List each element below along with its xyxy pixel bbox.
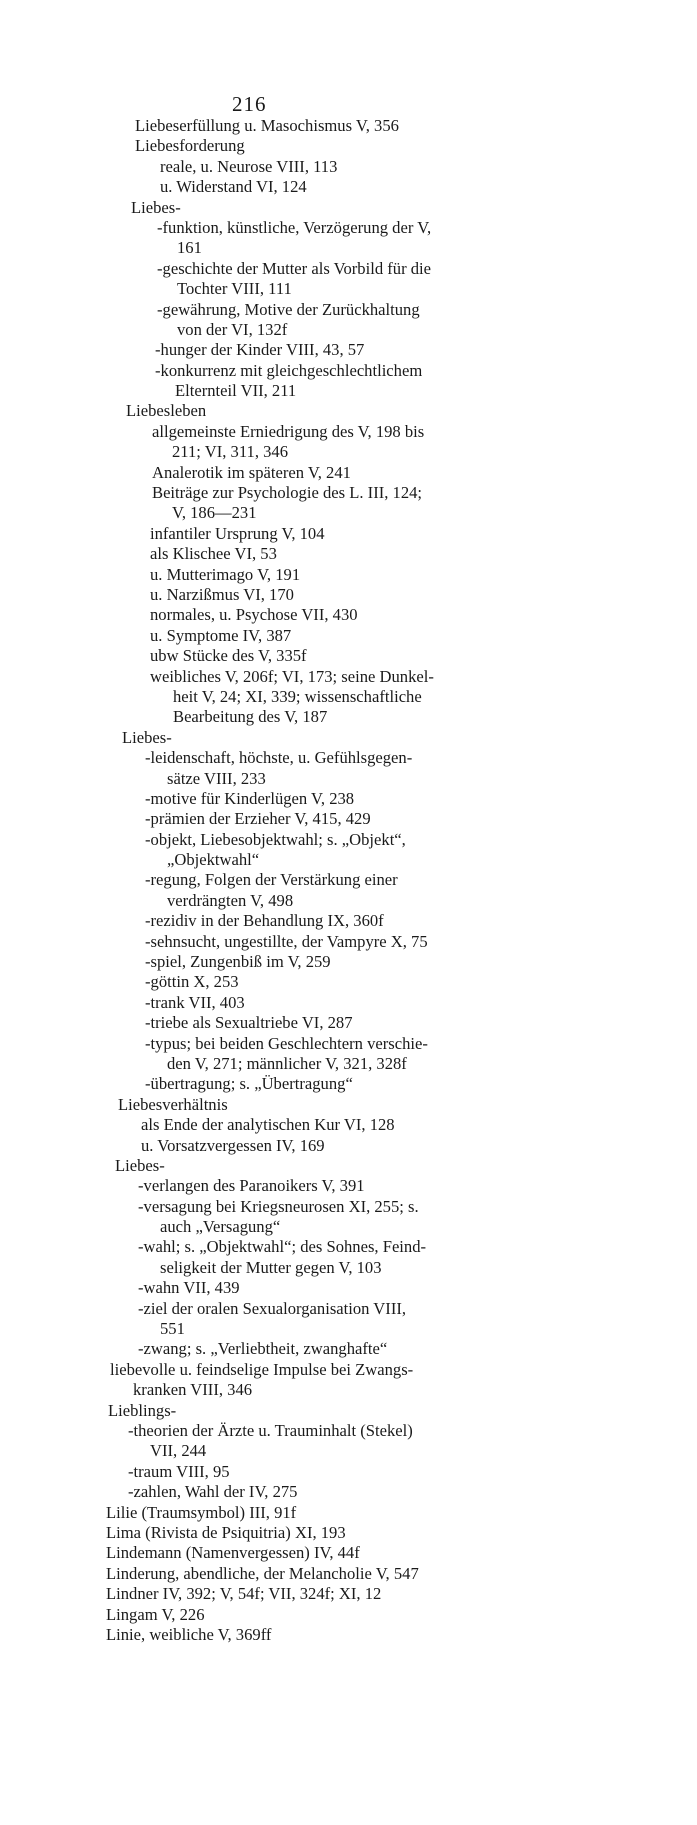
index-entry-line: als Klischee VI, 53 (150, 544, 277, 564)
index-entry-line: -traum VIII, 95 (128, 1461, 230, 1481)
margin-mark (528, 388, 532, 403)
index-entry-line: -geschichte der Mutter als Vorbild für die (157, 258, 432, 278)
index-entry-line: reale, u. Neurose VIII, 113 (160, 156, 338, 176)
index-entry-line: allgemeinste Erniedrigung des V, 198 bis (152, 421, 425, 441)
index-entry-line: weibliches V, 206f; VI, 173; seine Dunkel- (150, 666, 434, 686)
index-entry-line: u. Mutterimago V, 191 (150, 564, 301, 584)
index-entry-line: -versagung bei Kriegsneurosen XI, 255; s. (138, 1196, 419, 1216)
index-entry-line: von der VI, 132f (177, 319, 288, 339)
index-entry-line: Lilie (Traumsymbol) III, 91f (106, 1502, 297, 1522)
index-entry-line: -sehnsucht, ungestillte, der Vampyre X, 75 (145, 931, 428, 951)
page-number: 216 (232, 92, 267, 116)
index-entry-line: -rezidiv in der Behandlung IX, 360f (145, 911, 384, 931)
index-entry-line: -funktion, künstliche, Verzögerung der V, (157, 217, 432, 237)
index-entry-line: -übertragung; s. „Übertragung“ (145, 1074, 353, 1094)
index-entry-line: u. Symptome IV, 387 (150, 625, 292, 645)
index-entry-line: Linie, weibliche V, 369ff (106, 1624, 272, 1644)
index-entry-line: VII, 244 (150, 1441, 207, 1461)
index-entry-line: Liebesforderung (135, 136, 245, 156)
index-entry-line: -hunger der Kinder VIII, 43, 57 (155, 340, 365, 360)
index-entry-line: -wahl; s. „Objektwahl“; des Sohnes, Feind- (138, 1237, 427, 1257)
index-entry-line: sätze VIII, 233 (167, 768, 266, 788)
index-entry-line: Linderung, abendliche, der Melancholie V, 547 (106, 1563, 419, 1583)
index-entry-line: u. Narzißmus VI, 170 (150, 584, 294, 604)
index-entry-line: „Objektwahl“ (167, 850, 260, 870)
index-entry-line: seligkeit der Mutter gegen V, 103 (160, 1257, 382, 1277)
index-entry-line: -gewährung, Motive der Zurückhaltung (157, 299, 420, 319)
index-entry-line: 551 (160, 1319, 185, 1339)
index-entry-line: Lindemann (Namenvergessen) IV, 44f (106, 1543, 360, 1563)
index-entry-line: verdrängten V, 498 (167, 890, 294, 910)
index-entry-line: -regung, Folgen der Verstärkung einer (145, 870, 398, 890)
index-entry-line: den V, 271; männlicher V, 321, 328f (167, 1053, 407, 1073)
index-entry-line: -wahn VII, 439 (138, 1278, 240, 1298)
index-entry-line: u. Widerstand VI, 124 (160, 177, 307, 197)
index-entry-line: 211; VI, 311, 346 (172, 442, 289, 462)
index-entry-line: Lima (Rivista de Psiquitria) XI, 193 (106, 1522, 346, 1542)
index-entry-line: Liebes- (131, 197, 181, 217)
index-entry-line: Lingam V, 226 (106, 1604, 205, 1624)
index-entry-line: -theorien der Ärzte u. Trauminhalt (Stekel) (128, 1421, 413, 1440)
index-entry-line: liebevolle u. feindselige Impulse bei Zwangs- (110, 1359, 414, 1379)
index-entry-line: -triebe als Sexualtriebe VI, 287 (145, 1013, 353, 1033)
index-entry-line: -leidenschaft, höchste, u. Gefühlsgegen- (145, 748, 413, 768)
index-entry-line: Beiträge zur Psychologie des L. III, 124; (152, 483, 423, 503)
index-entry-line: Tochter VIII, 111 (177, 279, 292, 299)
index-entry-line: Lieblings- (108, 1400, 177, 1420)
index-entry-line: Analerotik im späteren V, 241 (152, 462, 351, 482)
index-entry-line: kranken VIII, 346 (133, 1380, 253, 1400)
index-entry-line: Liebeserfüllung u. Masochismus V, 356 (135, 116, 399, 135)
index-entry-line: -prämien der Erzieher V, 415, 429 (145, 809, 371, 829)
index-entry-line: Liebesleben (126, 401, 207, 421)
index-entry-line: -motive für Kinderlügen V, 238 (145, 788, 355, 808)
index-entry-line: -göttin X, 253 (145, 972, 239, 992)
index-entry-line: -ziel der oralen Sexualorganisation VIII, (138, 1298, 407, 1318)
index-entry-line: -typus; bei beiden Geschlechtern verschie- (145, 1033, 428, 1053)
index-entry-line: -trank VII, 403 (145, 992, 245, 1012)
index-entry-line: -konkurrenz mit gleichgeschlechtlichem (155, 360, 423, 380)
index-entry-line: ubw Stücke des V, 335f (150, 646, 307, 666)
index-entry-line: infantiler Ursprung V, 104 (150, 523, 325, 543)
index-entry-line: Bearbeitung des V, 187 (173, 707, 328, 727)
index-entry-line: heit V, 24; XI, 339; wissenschaftliche (173, 686, 422, 706)
index-entry-line: Liebes- (122, 727, 172, 747)
index-entry-line: auch „Versagung“ (160, 1217, 281, 1237)
index-entry-line: -spiel, Zungenbiß im V, 259 (145, 952, 331, 972)
index-entry-line: -zwang; s. „Verliebtheit, zwanghafte“ (138, 1339, 388, 1359)
index-entry-line: 161 (177, 238, 202, 258)
index-entry-line: normales, u. Psychose VII, 430 (150, 605, 358, 625)
index-entry-line: Elternteil VII, 211 (175, 381, 297, 401)
index-entry-line: Liebes- (115, 1155, 165, 1175)
index-entry-line: Liebesverhältnis (118, 1094, 228, 1114)
index-entry-line: u. Vorsatzvergessen IV, 169 (141, 1135, 325, 1155)
index-column (0, 116, 697, 1645)
index-entry-line: Lindner IV, 392; V, 54f; VII, 324f; XI, 12 (106, 1584, 382, 1604)
index-entry-line: -verlangen des Paranoikers V, 391 (138, 1176, 365, 1196)
index-entry-line: -objekt, Liebesobjektwahl; s. „Objekt“, (145, 829, 406, 849)
index-entry-line: V, 186—231 (172, 503, 257, 523)
index-entry-line: als Ende der analytischen Kur VI, 128 (141, 1115, 395, 1135)
index-entry-line: -zahlen, Wahl der IV, 275 (128, 1482, 298, 1502)
